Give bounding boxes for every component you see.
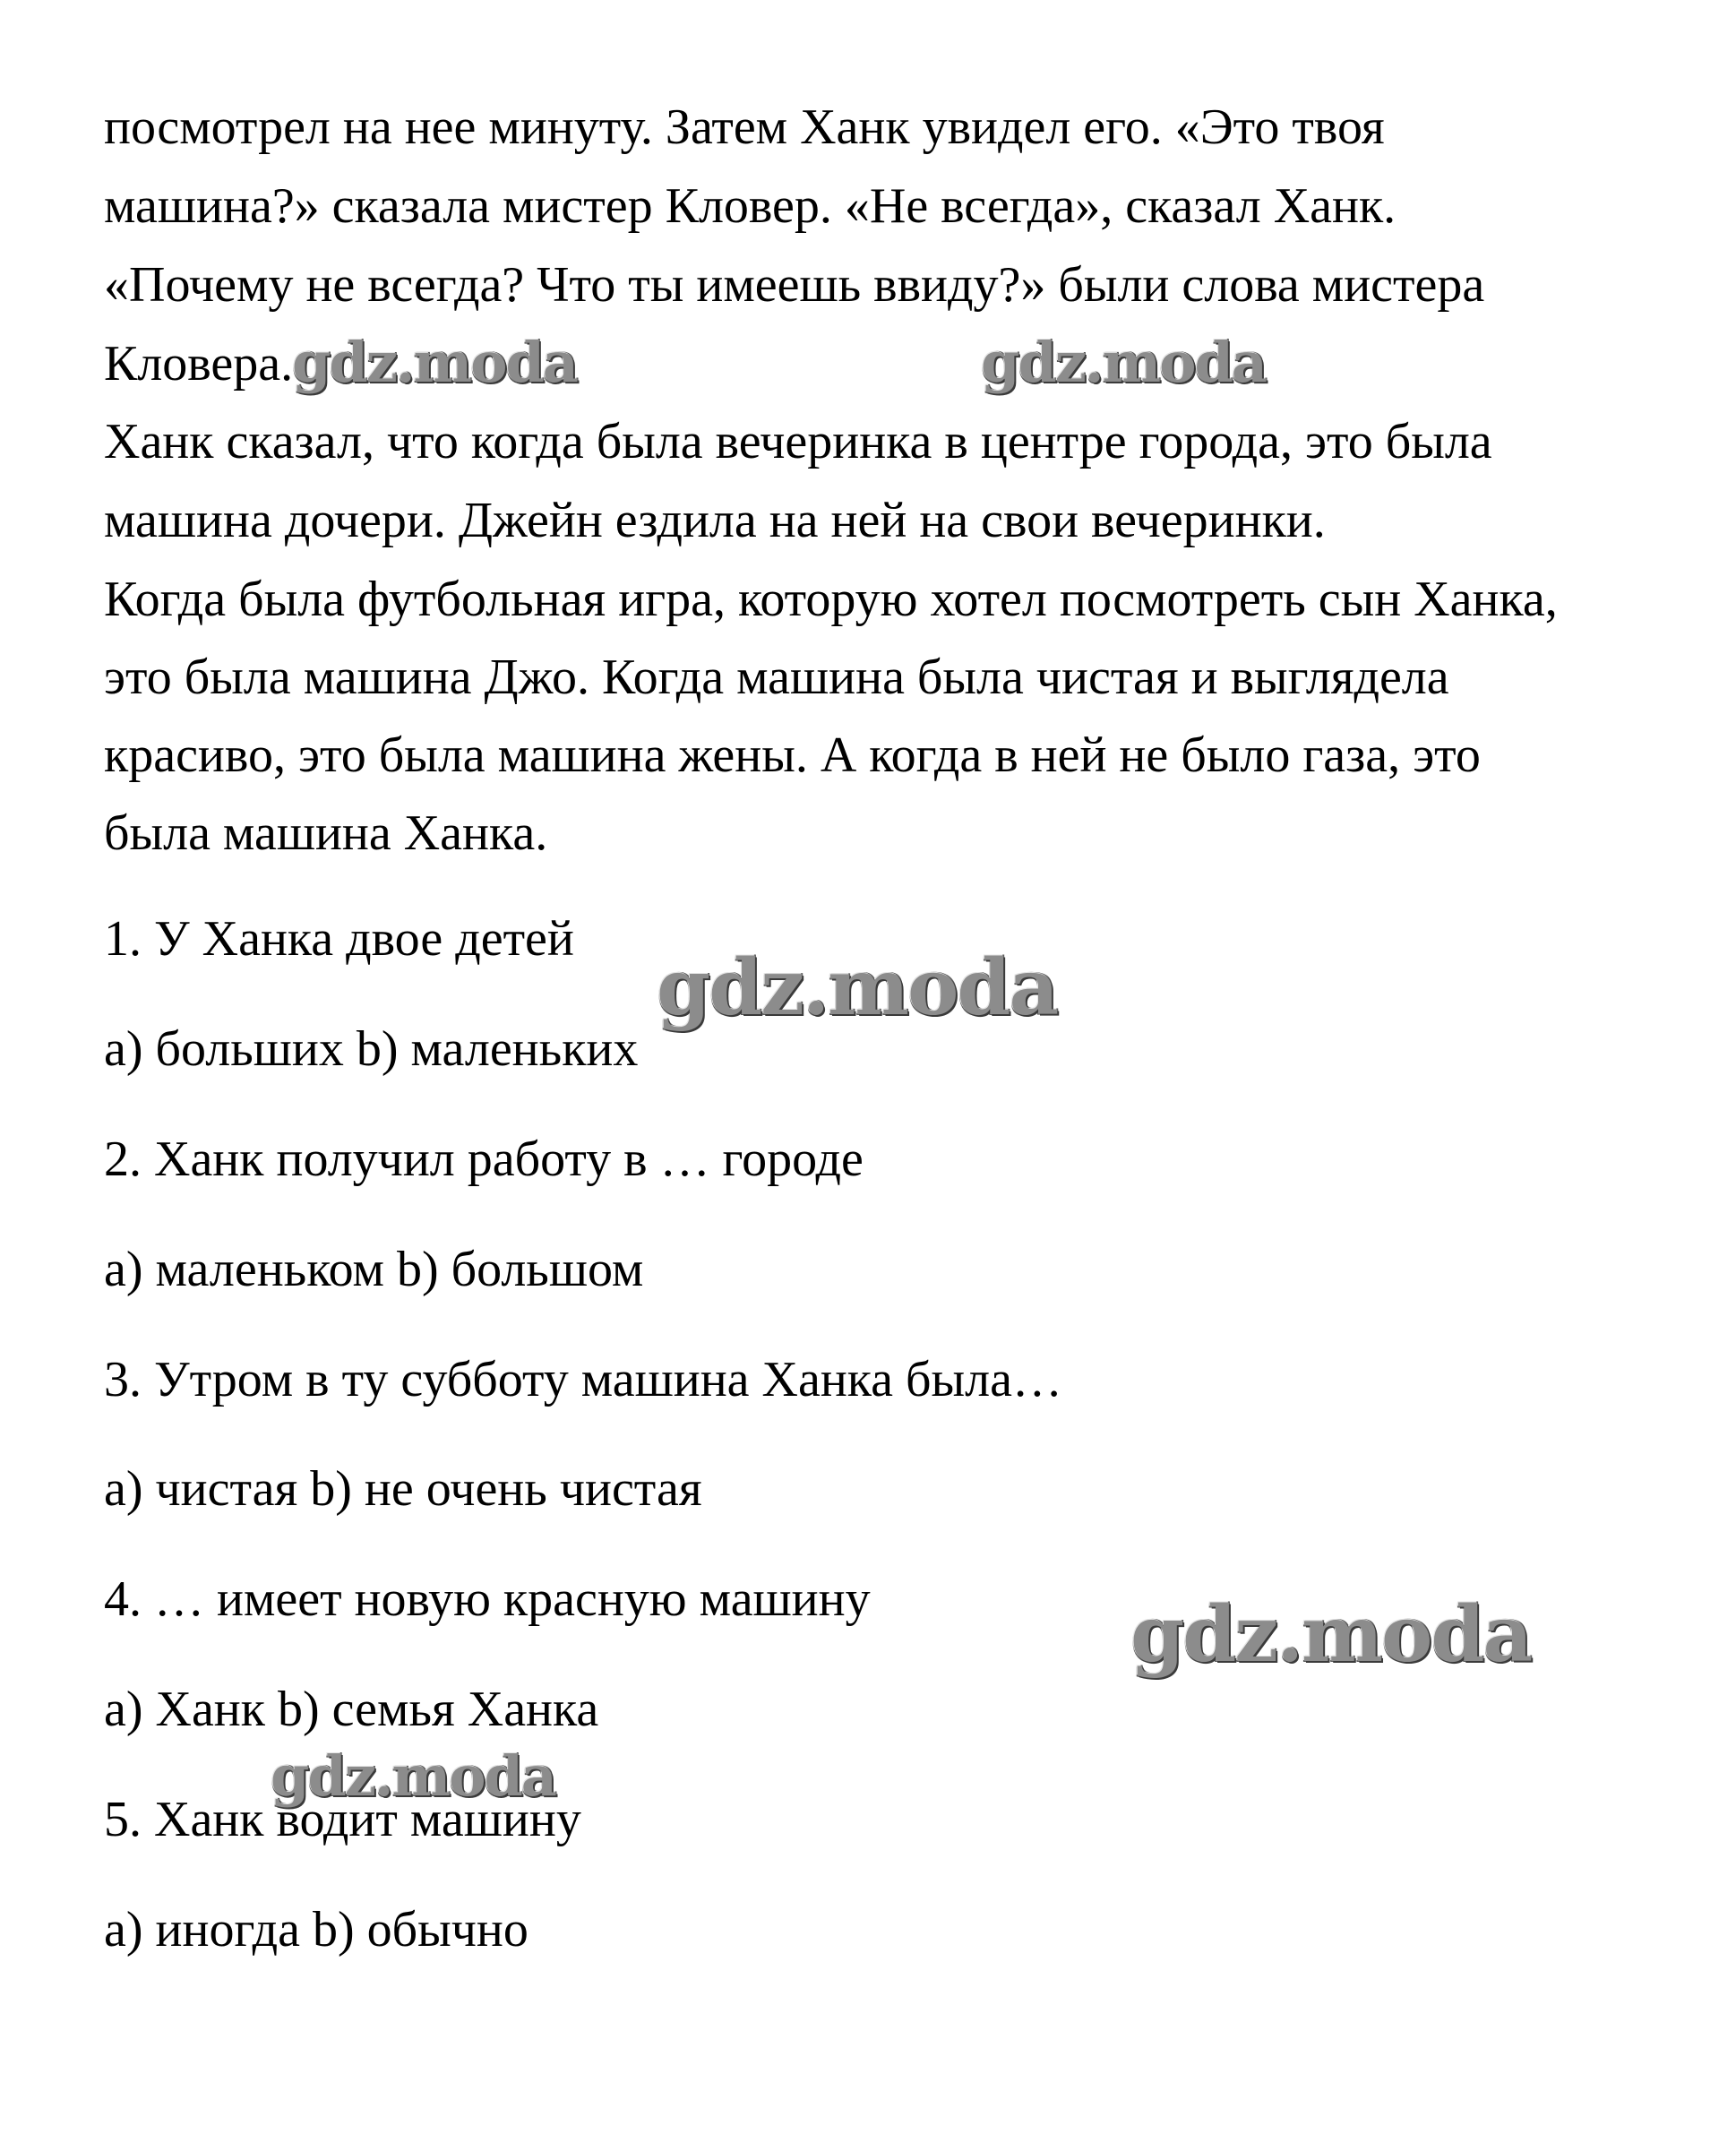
watermark-logo: gdz.moda — [292, 330, 577, 395]
question-3: 3. Утром в ту субботу машина Ханка была… — [104, 1352, 1062, 1407]
question-2-options: а) маленьком b) большом — [104, 1242, 644, 1297]
paragraph-line: машина?» сказала мистер Кловер. «Не всегда», сказал Ханк. — [104, 178, 1397, 234]
question-2: 2. Ханк получил работу в … городе — [104, 1132, 864, 1187]
paragraph-line: была машина Ханка. — [104, 805, 548, 861]
watermark-logo: gdz.moda — [981, 330, 1266, 395]
paragraph-line: Когда была футбольная игра, которую хотел посмотреть сын Ханка, — [104, 572, 1558, 627]
question-1-options: а) больших b) маленьких — [104, 1021, 639, 1077]
question-4-options: а) Ханк b) семья Ханка — [104, 1682, 599, 1737]
paragraph-line: Кловера. — [104, 336, 294, 392]
paragraph-line: «Почему не всегда? Что ты имеешь ввиду?» были слова мистера — [104, 257, 1485, 313]
watermark-logo: gdz.moda — [271, 1743, 555, 1809]
paragraph-line: Ханк сказал, что когда была вечеринка в центре города, это была — [104, 414, 1492, 469]
watermark-logo: gdz.moda — [657, 942, 1058, 1033]
question-1: 1. У Ханка двое детей — [104, 911, 574, 967]
question-5: 5. Ханк водит машину — [104, 1792, 581, 1847]
question-5-options: а) иногда b) обычно — [104, 1902, 529, 1958]
paragraph-line: красиво, это была машина жены. А когда в ней не было газа, это — [104, 727, 1481, 783]
watermark-logo: gdz.moda — [1130, 1589, 1532, 1680]
paragraph-line: это была машина Джо. Когда машина была чистая и выглядела — [104, 650, 1449, 705]
question-3-options: а) чистая b) не очень чистая — [104, 1461, 702, 1517]
paragraph-line: машина дочери. Джейн ездила на ней на свои вечеринки. — [104, 493, 1326, 548]
paragraph-line: посмотрел на нее минуту. Затем Ханк увидел его. «Это твоя — [104, 99, 1385, 155]
question-4: 4. … имеет новую красную машину — [104, 1571, 871, 1627]
